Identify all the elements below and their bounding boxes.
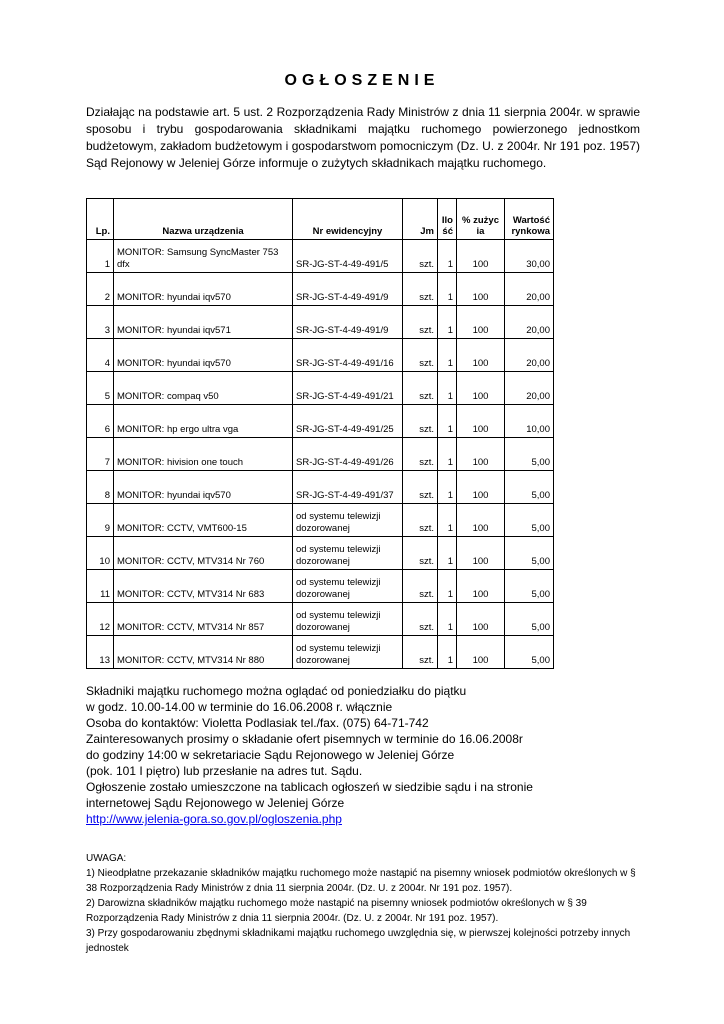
- notice-line: Składniki majątku ruchomego można oglądać od poniedziałku do piątku: [86, 684, 467, 698]
- cell-value: 5,00: [505, 471, 554, 504]
- cell-name: MONITOR: CCTV, MTV314 Nr 760: [114, 537, 293, 570]
- cell-jm: szt.: [403, 405, 438, 438]
- cell-nr: SR-JG-ST-4-49-491/9: [293, 273, 403, 306]
- cell-pct: 100: [457, 471, 505, 504]
- cell-name: MONITOR: CCTV, MTV314 Nr 683: [114, 570, 293, 603]
- table-body: [87, 240, 554, 669]
- cell-value: 10,00: [505, 405, 554, 438]
- cell-nr: SR-JG-ST-4-49-491/26: [293, 438, 403, 471]
- notice-line: w godz. 10.00-14.00 w terminie do 16.06.2008 r. włącznie: [86, 700, 393, 714]
- remark-item: 3) Przy gospodarowaniu zbędnymi składnikami majątku ruchomego uwzględnia się, w pierwszej kolejności potrzeby innych jednostek: [86, 928, 631, 954]
- table-row: [87, 504, 554, 537]
- cell-jm: szt.: [403, 603, 438, 636]
- header-ilosc: Ilo ść: [438, 199, 457, 240]
- remarks-list: [86, 866, 646, 956]
- cell-lp: 10: [87, 537, 114, 570]
- cell-value: 5,00: [505, 504, 554, 537]
- cell-name: MONITOR: hyundai iqv570: [114, 339, 293, 372]
- cell-ilosc: 1: [438, 438, 457, 471]
- table-row: [87, 471, 554, 504]
- cell-name: MONITOR: compaq v50: [114, 372, 293, 405]
- header-pct: % zużyc ia: [457, 199, 505, 240]
- remark-item: 1) Nieodpłatne przekazanie składników majątku ruchomego może nastąpić na pisemny wniosek podmiotów określonych w § 38 Rozporządzenia Rady Ministrów z dnia 11 sierpnia 2004r. (Dz. U. z 2004r. Nr 191 poz. 1957).: [86, 868, 636, 894]
- cell-nr: od systemu telewizji dozorowanej: [293, 570, 403, 603]
- cell-nr: od systemu telewizji dozorowanej: [293, 636, 403, 669]
- cell-value: 20,00: [505, 339, 554, 372]
- cell-name: MONITOR: CCTV, MTV314 Nr 857: [114, 603, 293, 636]
- cell-lp: 1: [87, 240, 114, 273]
- cell-pct: 100: [457, 438, 505, 471]
- cell-lp: 5: [87, 372, 114, 405]
- cell-nr: SR-JG-ST-4-49-491/9: [293, 306, 403, 339]
- cell-pct: 100: [457, 306, 505, 339]
- cell-nr: SR-JG-ST-4-49-491/16: [293, 339, 403, 372]
- cell-lp: 8: [87, 471, 114, 504]
- cell-jm: szt.: [403, 438, 438, 471]
- cell-ilosc: 1: [438, 636, 457, 669]
- cell-ilosc: 1: [438, 240, 457, 273]
- cell-nr: od systemu telewizji dozorowanej: [293, 504, 403, 537]
- cell-pct: 100: [457, 603, 505, 636]
- notice-line: (pok. 101 I piętro) lub przesłanie na adres tut. Sądu.: [86, 764, 363, 778]
- cell-lp: 12: [87, 603, 114, 636]
- table-row: [87, 570, 554, 603]
- cell-lp: 4: [87, 339, 114, 372]
- table-header-row: [87, 199, 554, 240]
- cell-name: MONITOR: hivision one touch: [114, 438, 293, 471]
- cell-lp: 9: [87, 504, 114, 537]
- remarks-heading: UWAGA:: [86, 853, 127, 864]
- table-row: [87, 372, 554, 405]
- cell-jm: szt.: [403, 273, 438, 306]
- notice-line: do godziny 14:00 w sekretariacie Sądu Rejonowego w Jeleniej Górze: [86, 748, 455, 762]
- table-row: [87, 306, 554, 339]
- header-jm: Jm: [403, 199, 438, 240]
- notice-line: Zainteresowanych prosimy o składanie ofert pisemnych w terminie do 16.06.2008r: [86, 732, 523, 746]
- cell-ilosc: 1: [438, 405, 457, 438]
- cell-lp: 6: [87, 405, 114, 438]
- table-row: [87, 405, 554, 438]
- cell-pct: 100: [457, 339, 505, 372]
- cell-lp: 7: [87, 438, 114, 471]
- cell-nr: SR-JG-ST-4-49-491/37: [293, 471, 403, 504]
- cell-name: MONITOR: hyundai iqv571: [114, 306, 293, 339]
- cell-jm: szt.: [403, 306, 438, 339]
- cell-nr: od systemu telewizji dozorowanej: [293, 603, 403, 636]
- website-link[interactable]: http://www.jelenia-gora.so.gov.pl/ogloszenia.php: [86, 812, 342, 826]
- table-row: [87, 537, 554, 570]
- cell-value: 5,00: [505, 438, 554, 471]
- header-value: Wartość rynkowa: [505, 199, 554, 240]
- notice-line: Osoba do kontaktów: Violetta Podlasiak tel./fax. (075) 64-71-742: [86, 716, 429, 730]
- cell-nr: SR-JG-ST-4-49-491/25: [293, 405, 403, 438]
- notice-line: internetowej Sądu Rejonowego w Jeleniej Górze: [86, 796, 345, 810]
- cell-name: MONITOR: Samsung SyncMaster 753 dfx: [114, 240, 293, 273]
- cell-jm: szt.: [403, 240, 438, 273]
- cell-jm: szt.: [403, 636, 438, 669]
- header-nr: Nr ewidencyjny: [293, 199, 403, 240]
- assets-table: [86, 198, 554, 669]
- cell-jm: szt.: [403, 537, 438, 570]
- cell-value: 5,00: [505, 603, 554, 636]
- remarks-block: [86, 851, 646, 956]
- cell-ilosc: 1: [438, 570, 457, 603]
- cell-pct: 100: [457, 504, 505, 537]
- cell-lp: 11: [87, 570, 114, 603]
- cell-jm: szt.: [403, 570, 438, 603]
- cell-jm: szt.: [403, 471, 438, 504]
- cell-nr: od systemu telewizji dozorowanej: [293, 537, 403, 570]
- cell-ilosc: 1: [438, 603, 457, 636]
- cell-name: MONITOR: CCTV, MTV314 Nr 880: [114, 636, 293, 669]
- cell-value: 5,00: [505, 570, 554, 603]
- cell-lp: 2: [87, 273, 114, 306]
- cell-value: 20,00: [505, 273, 554, 306]
- cell-nr: SR-JG-ST-4-49-491/5: [293, 240, 403, 273]
- cell-ilosc: 1: [438, 537, 457, 570]
- cell-ilosc: 1: [438, 372, 457, 405]
- cell-pct: 100: [457, 405, 505, 438]
- cell-ilosc: 1: [438, 471, 457, 504]
- header-lp: Lp.: [87, 199, 114, 240]
- cell-name: MONITOR: CCTV, VMT600-15: [114, 504, 293, 537]
- notice-line: Ogłoszenie zostało umieszczone na tablicach ogłoszeń w siedzibie sądu i na stronie: [86, 780, 533, 794]
- table-row: [87, 438, 554, 471]
- cell-ilosc: 1: [438, 273, 457, 306]
- cell-value: 20,00: [505, 306, 554, 339]
- cell-pct: 100: [457, 570, 505, 603]
- cell-value: 30,00: [505, 240, 554, 273]
- cell-name: MONITOR: hp ergo ultra vga: [114, 405, 293, 438]
- intro-paragraph: Działając na podstawie art. 5 ust. 2 Rozporządzenia Rady Ministrów z dnia 11 sierpnia 2004r. w sprawie sposobu i trybu gospodarowania składnikami majątku ruchomego powierzonego jednostkom budżetowym, zakładom budżetowym i gospodarstwom pomocniczym (Dz. U. z 2004r. Nr 191 poz. 1957) Sąd Rejonowy w Jeleniej Górze informuje o zużytych składnikach majątku ruchomego.: [86, 105, 640, 170]
- cell-value: 5,00: [505, 636, 554, 669]
- cell-lp: 13: [87, 636, 114, 669]
- header-name: Nazwa urządzenia: [114, 199, 293, 240]
- remark-item: 2) Darowizna składników majątku ruchomego może nastąpić na pisemny wniosek podmiotów określonych w § 39 Rozporządzenia Rady Ministrów z dnia 11 sierpnia 2004r. (Dz. U. z 2004r. Nr 191 poz. 1957).: [86, 898, 587, 924]
- cell-ilosc: 1: [438, 504, 457, 537]
- cell-pct: 100: [457, 537, 505, 570]
- cell-jm: szt.: [403, 339, 438, 372]
- cell-name: MONITOR: hyundai iqv570: [114, 273, 293, 306]
- cell-nr: SR-JG-ST-4-49-491/21: [293, 372, 403, 405]
- document-title: OGŁOSZENIE: [284, 72, 440, 89]
- notice-block: [86, 683, 646, 827]
- cell-pct: 100: [457, 240, 505, 273]
- cell-lp: 3: [87, 306, 114, 339]
- cell-value: 5,00: [505, 537, 554, 570]
- cell-pct: 100: [457, 372, 505, 405]
- cell-pct: 100: [457, 636, 505, 669]
- notice-lines: [86, 683, 646, 811]
- table-row: [87, 240, 554, 273]
- table-row: [87, 603, 554, 636]
- cell-ilosc: 1: [438, 306, 457, 339]
- cell-jm: szt.: [403, 372, 438, 405]
- cell-ilosc: 1: [438, 339, 457, 372]
- cell-value: 20,00: [505, 372, 554, 405]
- table-row: [87, 273, 554, 306]
- cell-pct: 100: [457, 273, 505, 306]
- table-row: [87, 339, 554, 372]
- cell-name: MONITOR: hyundai iqv570: [114, 471, 293, 504]
- cell-jm: szt.: [403, 504, 438, 537]
- table-row: [87, 636, 554, 669]
